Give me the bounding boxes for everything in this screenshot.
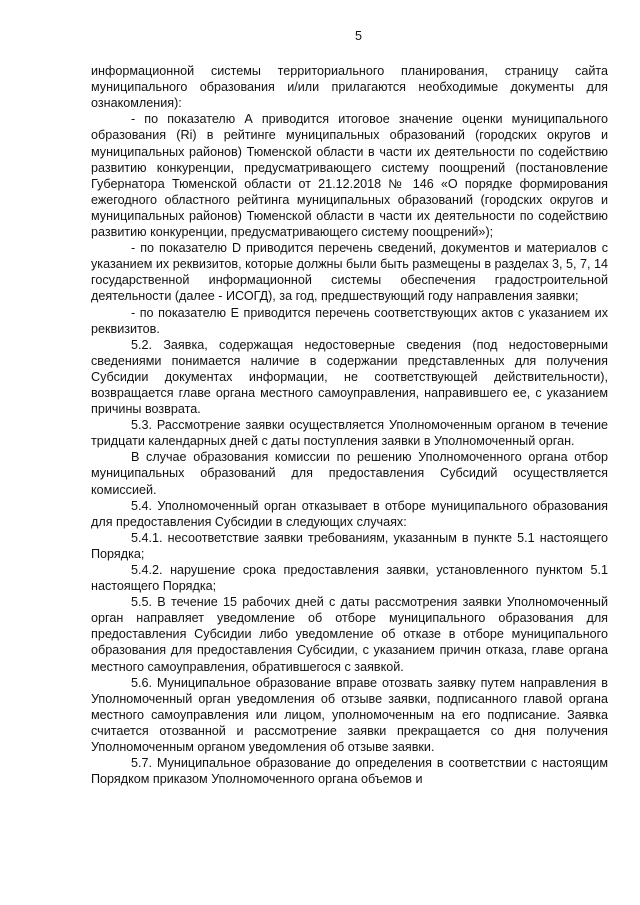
- paragraph: В случае образования комиссии по решению Уполномоченного органа отбор муниципальных образований для предоставления Субсидий осуществляется комиссией.: [91, 450, 608, 497]
- paragraph: 5.4. Уполномоченный орган отказывает в отборе муниципального образования для предоставления Субсидии в следующих случаях:: [91, 498, 608, 529]
- paragraph: 5.2. Заявка, содержащая недостоверные сведения (под недостоверными сведениями понимается наличие в содержании представленных для получения Субсидии документах информации, не соответствующей действительности), возвращается главе органа местного самоуправления, направившего ее, с указанием причины возврата.: [91, 337, 608, 417]
- paragraph: 5.3. Рассмотрение заявки осуществляется Уполномоченным органом в течение тридцати календарных дней с даты поступления заявки в Уполномоченный орган.: [91, 418, 608, 449]
- paragraph: 5.6. Муниципальное образование вправе отозвать заявку путем направления в Уполномоченный орган уведомления об отзыве заявки, подписанного главой органа местного самоуправления или лицом, уполномоченным на его подписание. Заявка считается отозванной и рассмотрение заявки прекращается со дня получения Уполномоченным органом уведомления об отзыве заявки.: [91, 675, 608, 755]
- paragraph: 5.4.2. нарушение срока предоставления заявки, установленного пунктом 5.1 настоящего Порядка;: [91, 563, 608, 594]
- paragraph: 5.7. Муниципальное образование до определения в соответствии с настоящим Порядком приказом Уполномоченного органа объемов и: [91, 756, 608, 787]
- paragraph: - по показателю E приводится перечень соответствующих актов с указанием их реквизитов.: [91, 305, 608, 336]
- paragraph: - по показателю D приводится перечень сведений, документов и материалов с указанием их реквизитов, которые должны были быть размещены в разделах 3, 5, 7, 14 государственной информационной системы обеспечения градостроительной деятельности (далее - ИСОГД), за год, предшествующий году направления заявки;: [91, 241, 608, 304]
- paragraph: информационной системы территориального планирования, страницу сайта муниципального образования и/или прилагаются необходимые документы для ознакомления):: [91, 64, 608, 111]
- paragraph: 5.5. В течение 15 рабочих дней с даты рассмотрения заявки Уполномоченный орган направляет уведомление об отборе муниципального образования для предоставления Субсидии либо уведомление об отказе в отборе муниципального образования для предоставления Субсидии, с указанием причин отказа, главе органа местного самоуправления, обратившегося с заявкой.: [91, 595, 608, 674]
- document-body: [91, 63, 608, 787]
- page-number: 5: [354, 29, 362, 43]
- paragraph: 5.4.1. несоответствие заявки требованиям, указанным в пункте 5.1 настоящего Порядка;: [91, 530, 608, 561]
- paragraph: - по показателю А приводится итоговое значение оценки муниципального образования (Ri) в рейтинге муниципальных образований (городских округов и муниципальных районов) Тюменской области в части их деятельности по содействию развитию конкуренции, предусматривающего систему поощрений (постановление Губернатора Тюменской области от 21.12.2018 № 146 «О порядке формирования ежегодного областного рейтинга муниципальных образований (городских округов и муниципальных районов) Тюменской области в части их деятельности по содействию развитию конкуренции, предусматривающего систему поощрений»);: [91, 112, 608, 240]
